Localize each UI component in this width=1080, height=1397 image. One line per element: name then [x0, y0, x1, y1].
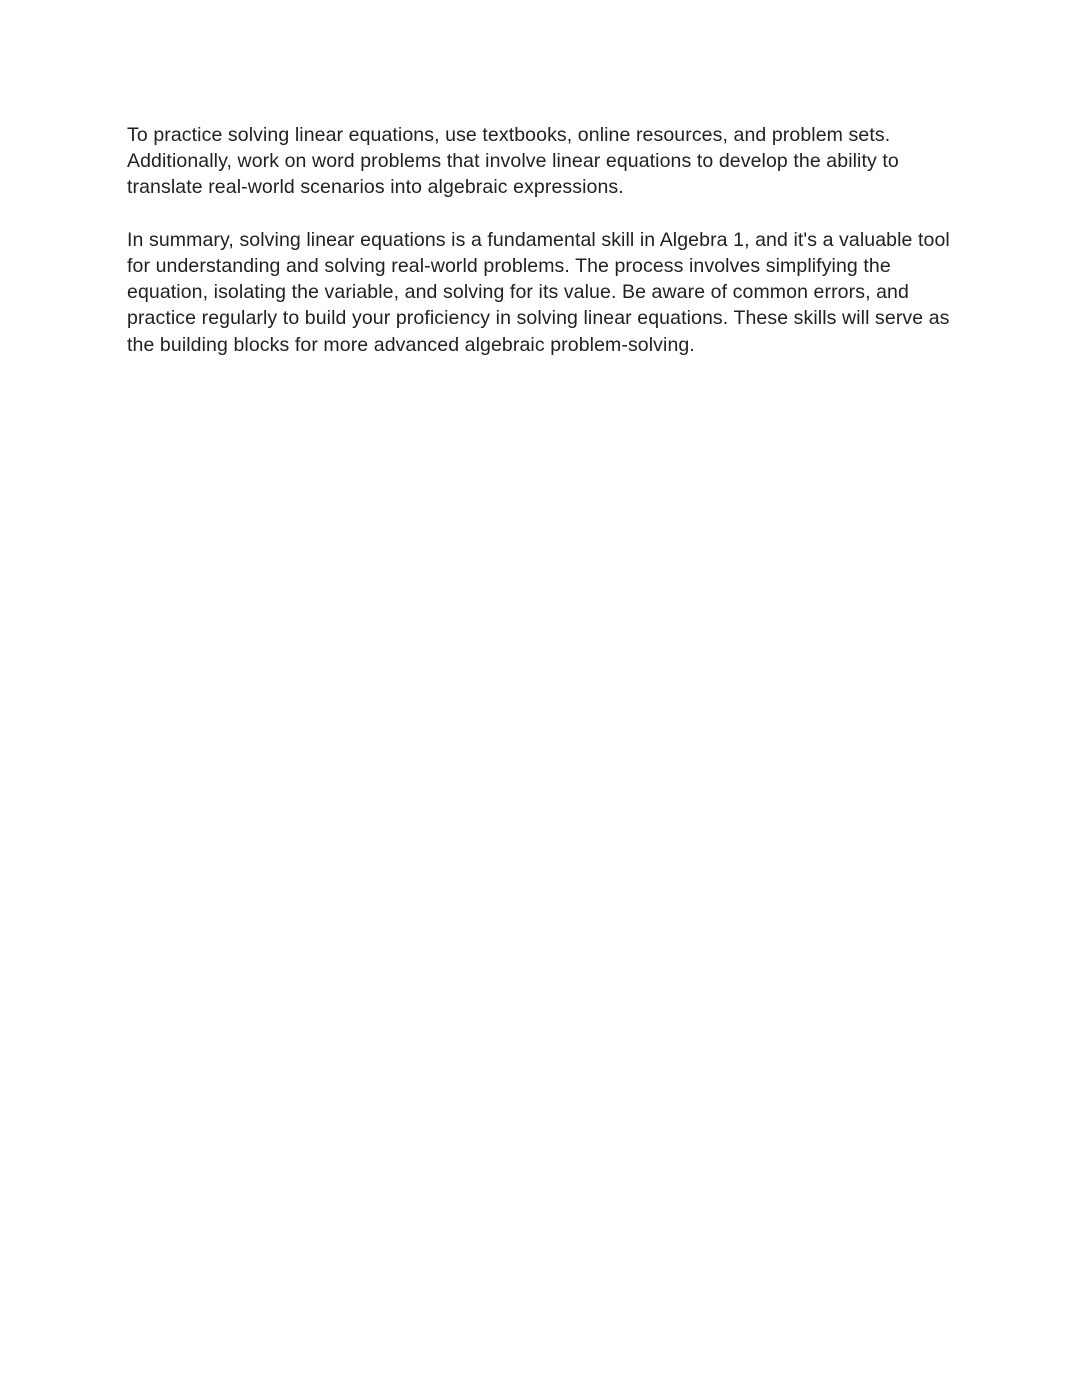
text-line: To practice solving linear equations, use textbooks, online resources, and problem sets. [127, 124, 891, 146]
text-line: the building blocks for more advanced algebraic problem-solving. [127, 333, 695, 356]
text-line: for understanding and solving real-world problems. The process involves simplifying the [127, 255, 891, 277]
text-line: Additionally, work on word problems that involve linear equations to develop the ability to [127, 150, 899, 173]
paragraph-practice-tips [127, 122, 1007, 201]
text-line: practice regularly to build your proficiency in solving linear equations. These skills will serve as [127, 307, 950, 330]
document-text-block [127, 122, 1007, 358]
paragraph-summary [127, 227, 1007, 358]
text-line: equation, isolating the variable, and solving for its value. Be aware of common errors, and [127, 281, 909, 304]
text-line: In summary, solving linear equations is a fundamental skill in Algebra 1, and it's a valuable tool [127, 228, 950, 251]
text-line: translate real-world scenarios into algebraic expressions. [127, 176, 624, 199]
